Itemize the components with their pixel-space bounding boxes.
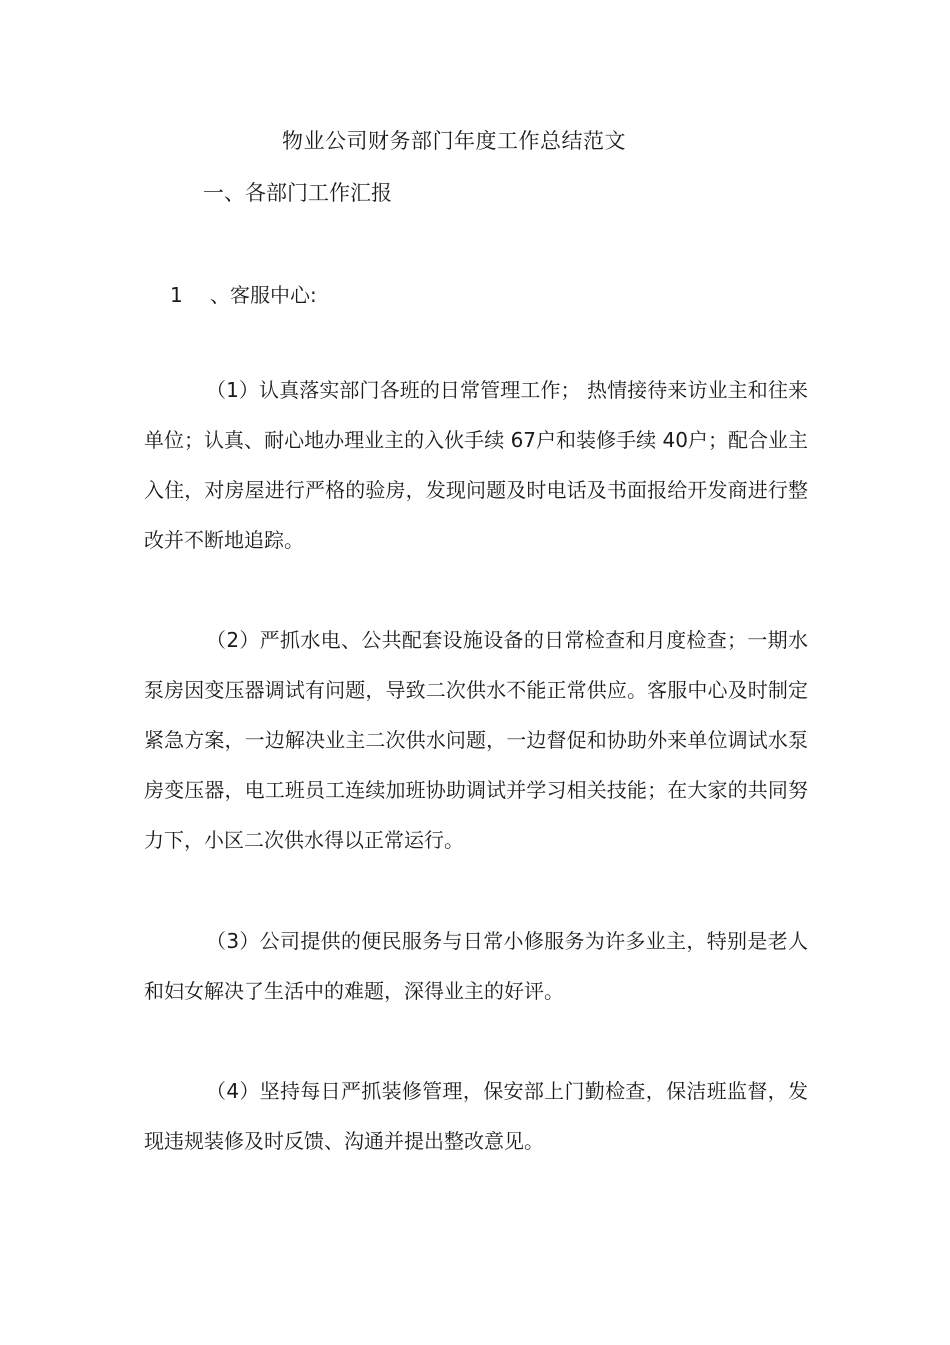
sub-heading-customer-service	[170, 280, 317, 310]
document-title: 物业公司财务部门年度工作总结范文	[282, 129, 626, 153]
paragraph-1: （1）认真落实部门各班的日常管理工作； 热情接待来访业主和往来单位；认真、耐心地办理业主的入伙手续 67户和装修手续 40户；配合业主入住，对房屋进行严格的验房，发现问题及时电话及书面报给开发商进行整改并不断地追踪。	[144, 378, 808, 552]
paragraph-4: （4）坚持每日严抓装修管理，保安部上门勤检查，保洁班监督，发现违规装修及时反馈、沟通并提出整改意见。	[144, 1079, 808, 1153]
paragraph-3: （3）公司提供的便民服务与日常小修服务为许多业主，特别是老人和妇女解决了生活中的难题，深得业主的好评。	[144, 929, 808, 1003]
section-heading: 一、各部门工作汇报	[203, 181, 392, 205]
sub-heading-number: 1	[170, 283, 183, 307]
paragraph-2: （2）严抓水电、公共配套设施设备的日常检查和月度检查；一期水泵房因变压器调试有问题，导致二次供水不能正常供应。客服中心及时制定紧急方案，一边解决业主二次供水问题，一边督促和协助外来单位调试水泵房变压器，电工班员工连续加班协助调试并学习相关技能；在大家的共同努力下，小区二次供水得以正常运行。	[144, 628, 808, 852]
sub-heading-label: 、客服中心:	[210, 283, 317, 307]
